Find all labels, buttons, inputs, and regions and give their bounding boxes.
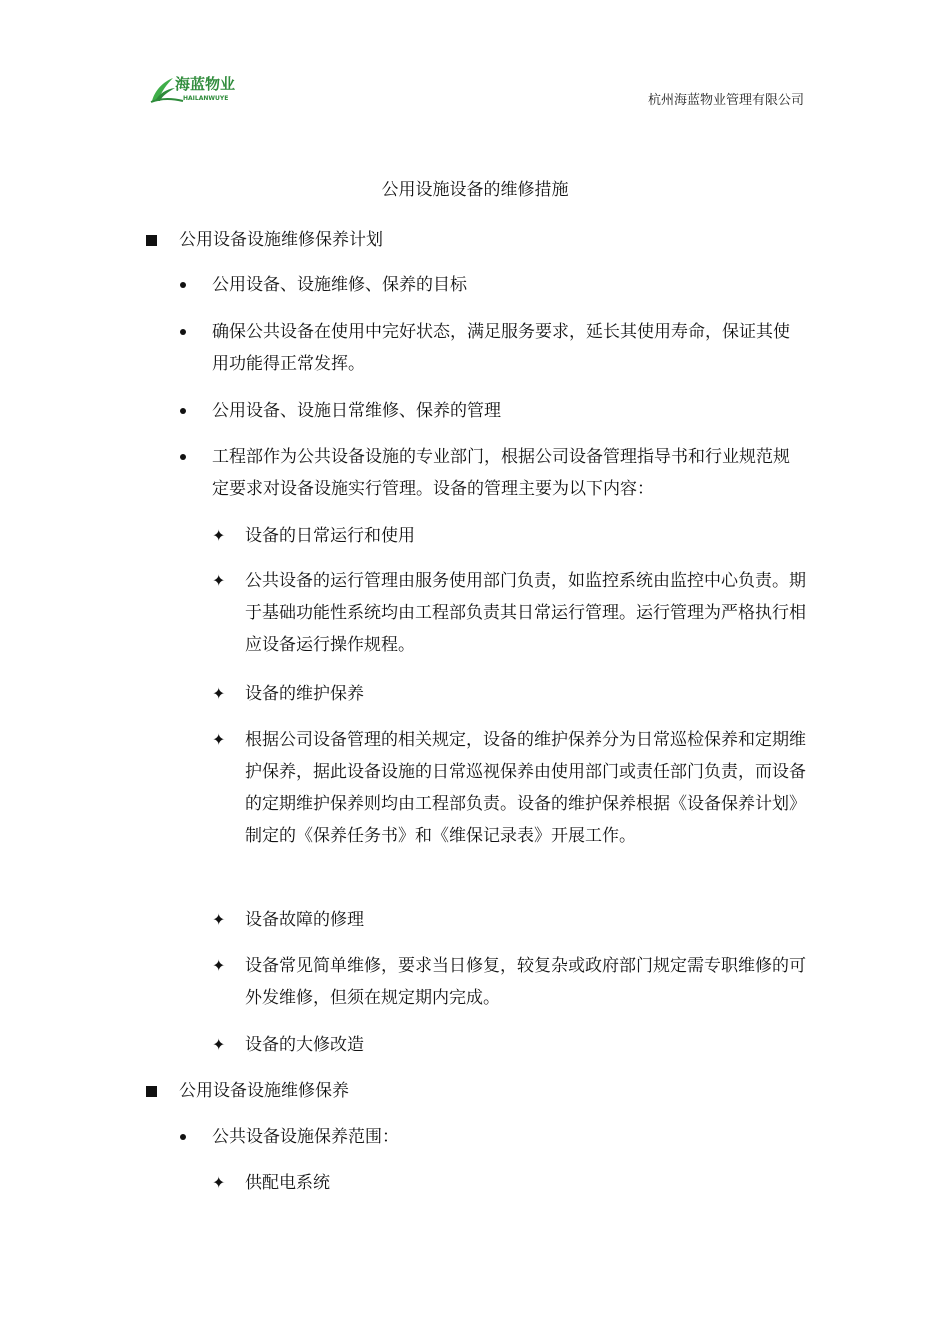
four-point-star-icon: ✦	[212, 956, 226, 975]
list-item-text: 公用设备设施维修保养计划	[179, 230, 383, 250]
list-item	[178, 441, 806, 505]
list-item	[212, 724, 806, 852]
list-item-text: 公用设备、设施日常维修、保养的管理	[212, 401, 501, 421]
list-item	[212, 678, 806, 710]
company-logo	[149, 68, 245, 104]
four-point-star-icon: ✦	[212, 571, 226, 590]
round-bullet-icon	[180, 408, 186, 414]
list-item	[212, 904, 806, 936]
section-heading	[146, 1075, 806, 1107]
square-bullet-icon	[146, 235, 157, 246]
list-item-text: 公共设备的运行管理由服务使用部门负责，如监控系统由监控中心负责。期于基础功能性系统均由工程部负责其日常运行管理。运行管理为严格执行相应设备运行操作规程。	[245, 571, 806, 655]
list-item-text: 设备的大修改造	[245, 1035, 364, 1055]
round-bullet-icon	[180, 454, 186, 460]
section-heading	[146, 224, 806, 256]
list-item-text: 确保公共设备在使用中完好状态，满足服务要求，延长其使用寿命，保证其使用功能得正常发挥。	[212, 322, 790, 374]
list-item	[178, 1121, 806, 1153]
list-item	[178, 269, 806, 301]
four-point-star-icon: ✦	[212, 1173, 226, 1192]
logo-text: 海蓝物业	[175, 75, 236, 93]
list-item	[212, 1029, 806, 1061]
list-item-text: 公用设备设施维修保养	[179, 1081, 349, 1101]
company-name: 杭州海蓝物业管理有限公司	[647, 93, 804, 108]
list-item-text: 工程部作为公共设备设施的专业部门，根据公司设备管理指导书和行业规范规定要求对设备设施实行管理。设备的管理主要为以下内容：	[212, 447, 790, 499]
four-point-star-icon: ✦	[212, 1035, 226, 1054]
list-item	[212, 1167, 806, 1199]
round-bullet-icon	[180, 282, 186, 288]
list-item	[178, 395, 806, 427]
four-point-star-icon: ✦	[212, 684, 226, 703]
list-item-text: 公共设备设施保养范围：	[212, 1127, 399, 1147]
list-item-text: 设备常见简单维修，要求当日修复，较复杂或政府部门规定需专职维修的可外发维修，但须在规定期内完成。	[245, 956, 806, 1008]
list-item-text: 根据公司设备管理的相关规定，设备的维护保养分为日常巡检保养和定期维护保养，据此设备设施的日常巡视保养由使用部门或责任部门负责，而设备的定期维护保养则均由工程部负责。设备的维护保养根据《设备保养计划》制定的《保养任务书》和《维保记录表》开展工作。	[245, 730, 806, 846]
four-point-star-icon: ✦	[212, 910, 226, 929]
list-item	[212, 950, 806, 1014]
document-title: 公用设施设备的维修措施	[381, 180, 569, 200]
round-bullet-icon	[180, 329, 186, 335]
four-point-star-icon: ✦	[212, 730, 226, 749]
list-item-text: 设备的日常运行和使用	[245, 526, 415, 546]
round-bullet-icon	[180, 1134, 186, 1140]
list-item	[178, 316, 806, 380]
list-item-text: 公用设备、设施维修、保养的目标	[212, 275, 467, 295]
list-item-text: 供配电系统	[245, 1173, 330, 1193]
logo-subtext: HAILANWUYE	[183, 95, 229, 102]
square-bullet-icon	[146, 1086, 157, 1097]
list-item-text: 设备故障的修理	[245, 910, 364, 930]
list-item	[212, 565, 806, 661]
list-item	[212, 520, 806, 552]
list-item-text: 设备的维护保养	[245, 684, 364, 704]
four-point-star-icon: ✦	[212, 526, 226, 545]
